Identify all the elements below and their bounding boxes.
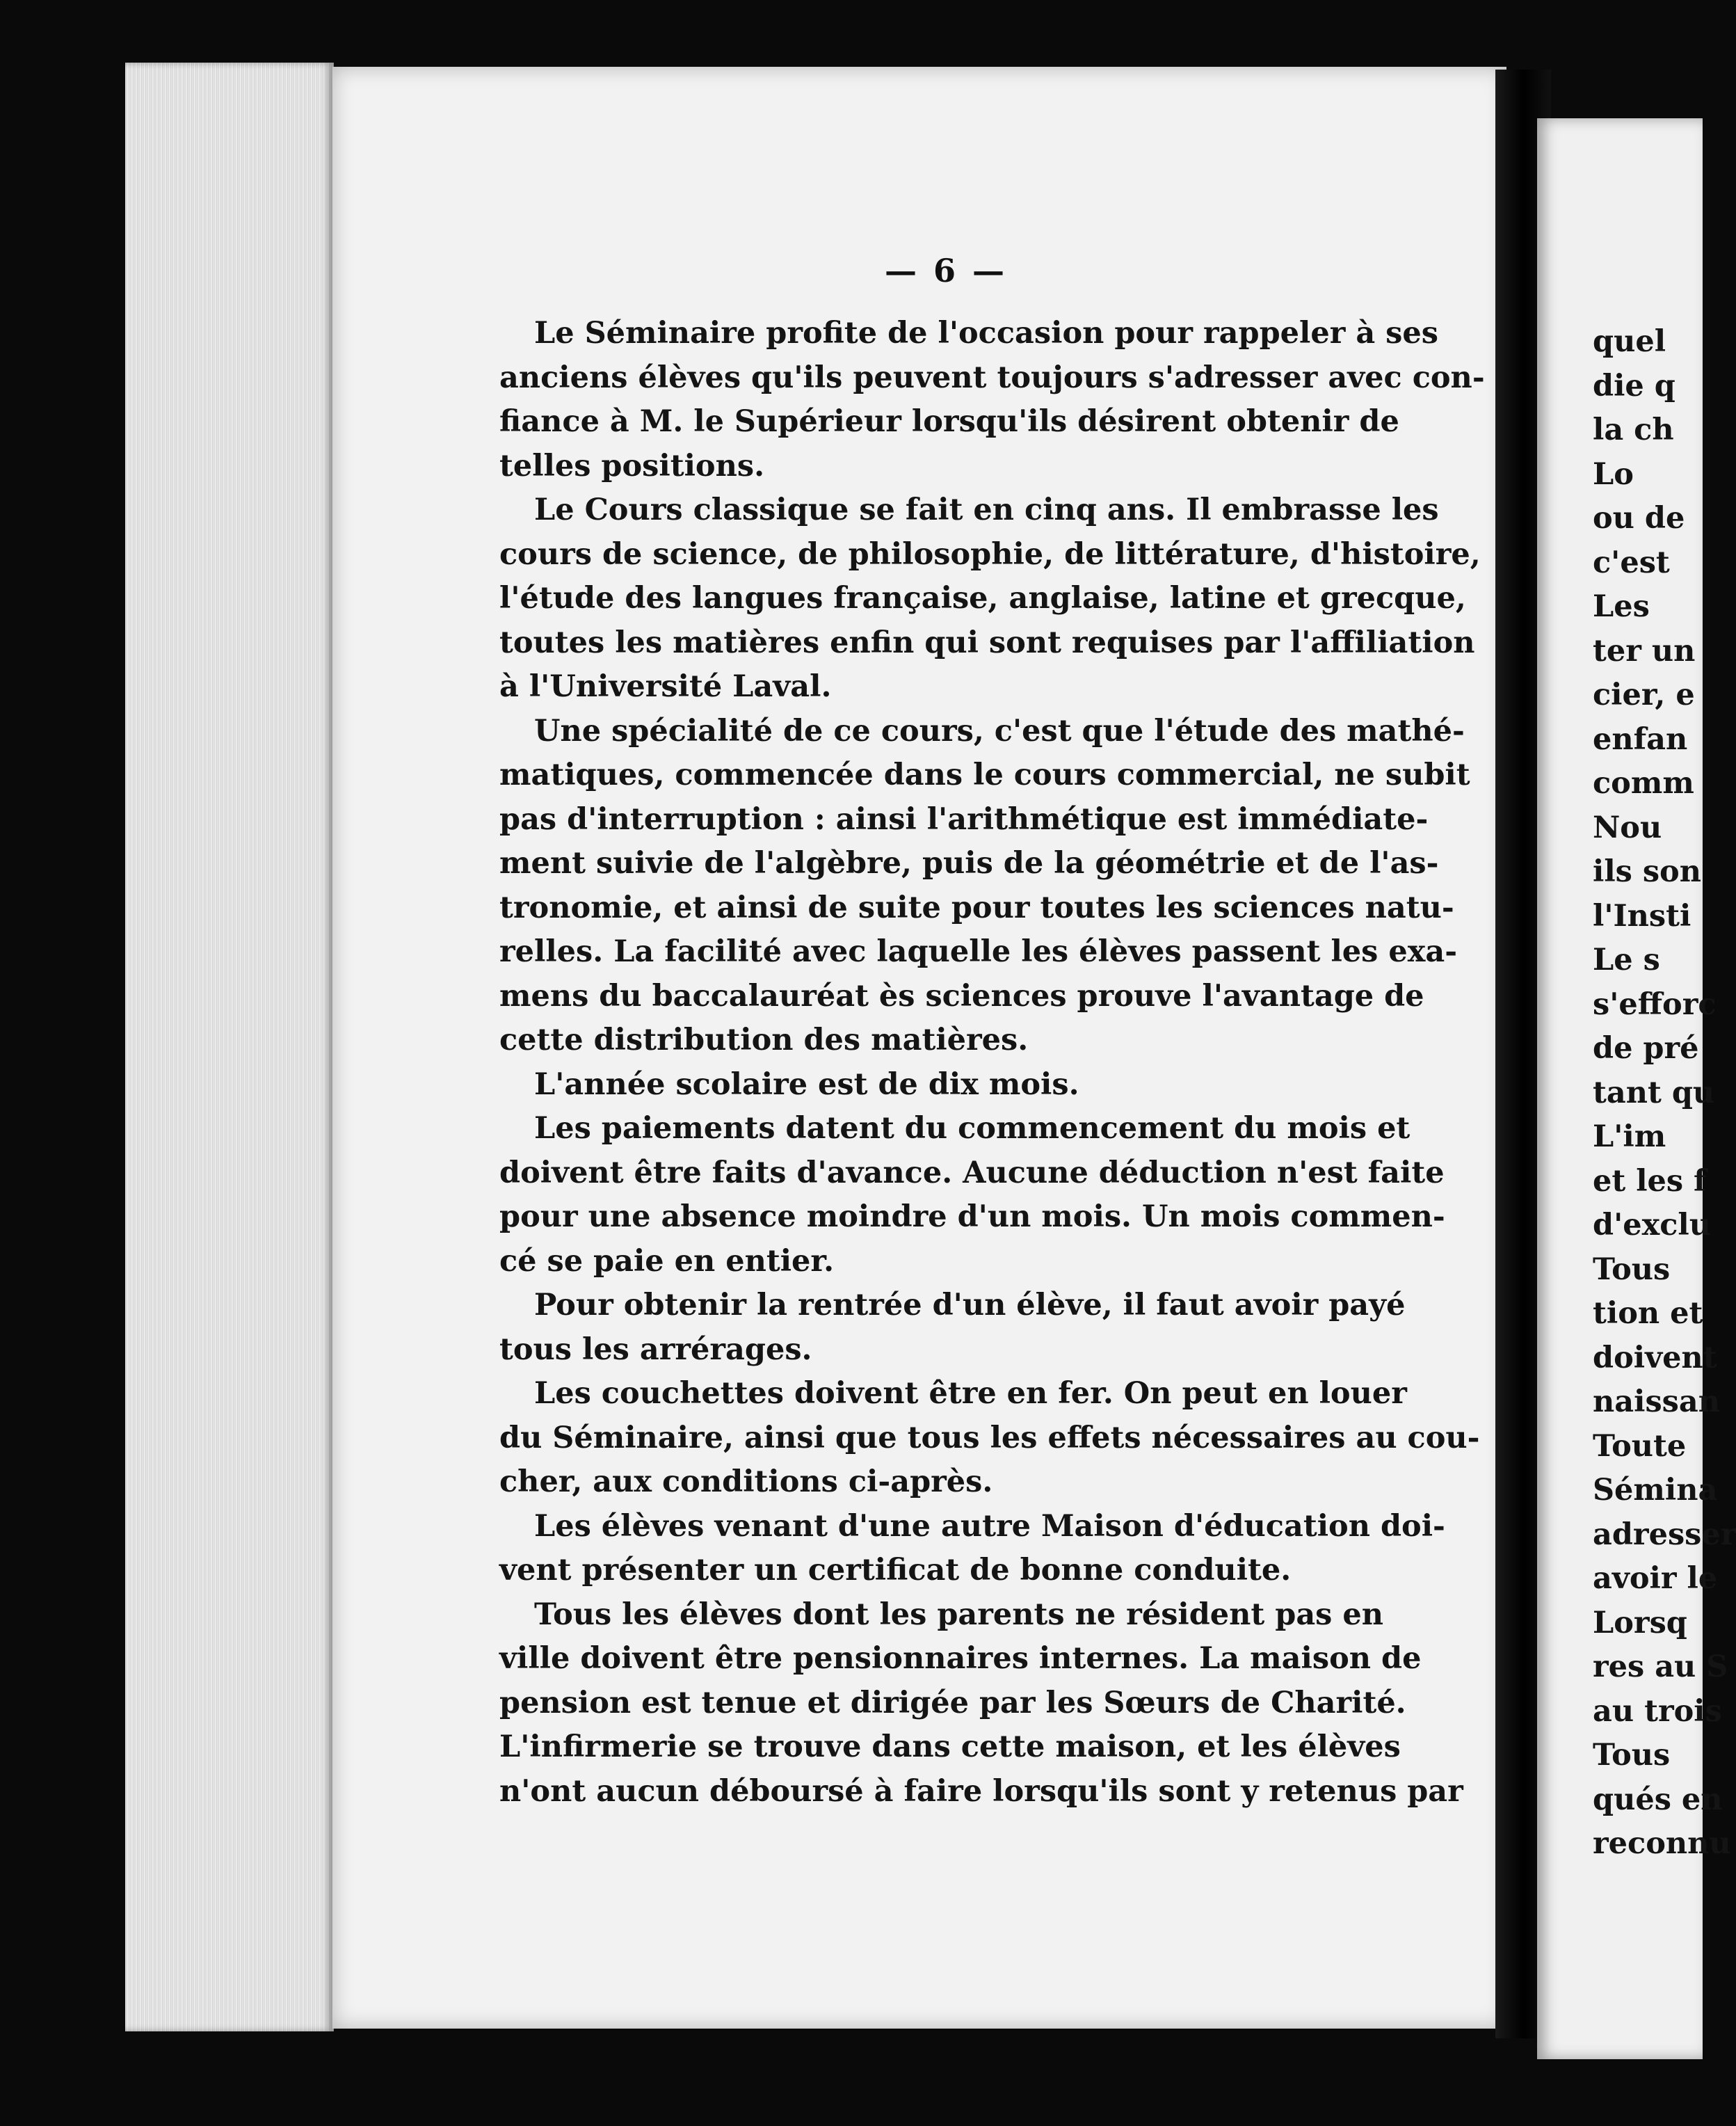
text-line: Les paiements datent du commencement du mois et bbox=[534, 1111, 1410, 1146]
text-line: relles. La facilité avec laquelle les élèves passent les exa- bbox=[499, 934, 1458, 969]
fragment-line: ou de bbox=[1593, 501, 1685, 536]
fragment-line: cier, e bbox=[1593, 678, 1695, 712]
fragment-line: Lo bbox=[1593, 456, 1634, 492]
fragment-line: d'exclu bbox=[1593, 1208, 1712, 1242]
paragraph bbox=[499, 1063, 1381, 1108]
main-text-column bbox=[499, 312, 1485, 1814]
fragment-line: ils son bbox=[1593, 854, 1702, 889]
text-line: n'ont aucun déboursé à faire lorsqu'ils sont y retenus par bbox=[499, 1773, 1463, 1809]
text-line: L'année scolaire est de dix mois. bbox=[534, 1066, 1079, 1102]
paragraph bbox=[499, 1107, 1445, 1284]
fragment-line: Nou bbox=[1593, 810, 1662, 845]
fragment-line: reconnu bbox=[1593, 1826, 1731, 1861]
text-line: pour une absence moindre d'un mois. Un mois commen- bbox=[499, 1199, 1445, 1234]
paragraph bbox=[499, 710, 1470, 1063]
text-line: cours de science, de philosophie, de littérature, d'histoire, bbox=[499, 536, 1481, 572]
text-line: tous les arrérages. bbox=[499, 1332, 812, 1367]
text-line: Pour obtenir la rentrée d'un élève, il faut avoir payé bbox=[534, 1288, 1406, 1322]
paragraph bbox=[499, 1505, 1445, 1593]
text-line: pension est tenue et dirigée par les Sœurs de Charité. bbox=[499, 1685, 1406, 1720]
fragment-line: die q bbox=[1593, 368, 1675, 403]
paragraph bbox=[499, 1284, 1406, 1372]
fragment-line: adresser bbox=[1593, 1517, 1736, 1552]
text-line: ville doivent être pensionnaires internes. La maison de bbox=[499, 1641, 1422, 1676]
fragment-line: de pré bbox=[1593, 1031, 1699, 1066]
fragment-line: Lorsq bbox=[1593, 1605, 1687, 1640]
fragment-line: Tous bbox=[1593, 1252, 1671, 1287]
fragment-line: enfan bbox=[1593, 721, 1688, 757]
text-line: mens du baccalauréat ès sciences prouve l'avantage de bbox=[499, 978, 1424, 1014]
fragment-line: tion et bbox=[1593, 1296, 1703, 1331]
fragment-line: ter un bbox=[1593, 633, 1696, 669]
text-line: du Séminaire, ainsi que tous les effets nécessaires au cou- bbox=[499, 1420, 1480, 1455]
text-line: cher, aux conditions ci-après. bbox=[499, 1464, 993, 1499]
fragment-line: tant qu bbox=[1593, 1075, 1715, 1110]
text-line: pas d'interruption : ainsi l'arithmétique est immédiate- bbox=[499, 801, 1429, 837]
paragraph bbox=[499, 488, 1481, 710]
text-line: Le Séminaire profite de l'occasion pour rappeler à ses bbox=[534, 316, 1438, 351]
fragment-line: Tous bbox=[1593, 1738, 1671, 1773]
text-line: Le Cours classique se fait en cinq ans. Il embrasse les bbox=[534, 493, 1439, 527]
fragment-line: c'est bbox=[1593, 545, 1670, 580]
text-line: Tous les élèves dont les parents ne résident pas en bbox=[534, 1597, 1383, 1632]
fragment-line: la ch bbox=[1593, 413, 1674, 447]
text-line: cette distribution des matières. bbox=[499, 1023, 1029, 1057]
fragment-line: res au S bbox=[1593, 1649, 1728, 1684]
paragraph bbox=[499, 312, 1485, 488]
text-line: à l'Université Laval. bbox=[499, 669, 832, 704]
text-line: Les couchettes doivent être en fer. On peut en louer bbox=[534, 1376, 1407, 1411]
fragment-line: Le s bbox=[1593, 943, 1660, 977]
text-line: tronomie, et ainsi de suite pour toutes les sciences natu- bbox=[499, 890, 1454, 925]
page-number: — 6 — bbox=[884, 252, 1008, 289]
fragment-line: naissan bbox=[1593, 1384, 1721, 1419]
fragment-line: L'im bbox=[1593, 1119, 1666, 1154]
fragment-line: au trois bbox=[1593, 1693, 1722, 1729]
page-stack-edge bbox=[125, 63, 334, 2031]
text-line: vent présenter un certificat de bonne conduite. bbox=[499, 1553, 1292, 1588]
text-line: ment suivie de l'algèbre, puis de la géométrie et de l'as- bbox=[499, 846, 1439, 881]
paragraph bbox=[499, 1593, 1463, 1814]
fragment-line: quel bbox=[1593, 324, 1666, 359]
text-line: cé se paie en entier. bbox=[499, 1243, 835, 1279]
text-line: Les élèves venant d'une autre Maison d'éducation doi- bbox=[534, 1508, 1445, 1544]
fragment-line: doivent bbox=[1593, 1340, 1717, 1375]
fragment-line: avoir le bbox=[1593, 1561, 1718, 1596]
text-line: l'étude des langues française, anglaise, latine et grecque, bbox=[499, 581, 1466, 616]
fragment-line: l'Insti bbox=[1593, 898, 1691, 934]
fragment-line: s'efforc bbox=[1593, 986, 1717, 1022]
fragment-line: comm bbox=[1593, 766, 1694, 801]
fragment-line: et les f bbox=[1593, 1163, 1707, 1199]
text-line: Une spécialité de ce cours, c'est que l'étude des mathé- bbox=[534, 713, 1465, 749]
fragment-line: qués en bbox=[1593, 1782, 1723, 1817]
fragment-line: Toute bbox=[1593, 1428, 1687, 1464]
text-line: telles positions. bbox=[499, 448, 765, 483]
right-page-text-fragments bbox=[1593, 320, 1736, 1867]
fragment-line: Sémina bbox=[1593, 1473, 1718, 1508]
text-line: fiance à M. le Supérieur lorsqu'ils désirent obtenir de bbox=[499, 404, 1399, 439]
text-line: anciens élèves qu'ils peuvent toujours s'adresser avec con- bbox=[499, 360, 1485, 395]
text-line: toutes les matières enfin qui sont requises par l'affiliation bbox=[499, 625, 1475, 660]
text-line: matiques, commencée dans le cours commercial, ne subit bbox=[499, 758, 1470, 792]
text-line: L'infirmerie se trouve dans cette maison, et les élèves bbox=[499, 1729, 1401, 1764]
text-line: doivent être faits d'avance. Aucune déduction n'est faite bbox=[499, 1155, 1445, 1190]
fragment-line: Les bbox=[1593, 589, 1650, 624]
paragraph bbox=[499, 1372, 1480, 1505]
